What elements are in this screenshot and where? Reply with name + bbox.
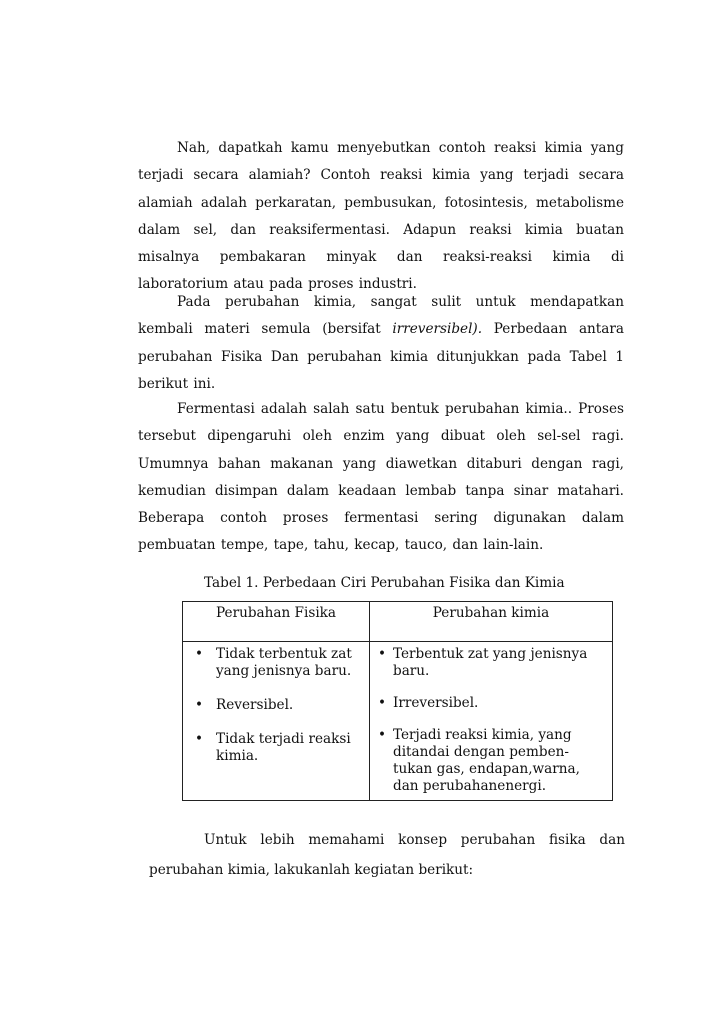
header-chemical: Perubahan kimia [370, 602, 613, 642]
bullet-icon: • [378, 646, 387, 662]
paragraph-text: Perbedaan antara perubahan Fisika Dan perubahan kimia ditunjukkan pada Tabel 1 berikut ini. [138, 321, 624, 392]
paragraph-activity-intro [149, 825, 625, 885]
list-item [183, 697, 369, 714]
paragraph-fermentation [138, 396, 624, 560]
list-item [183, 731, 369, 765]
list-item [183, 646, 369, 680]
bullet-icon: • [195, 731, 204, 747]
paragraph-text: Untuk lebih memahami konsep perubahan fisika dan perubahan kimia, lakukanlah kegiatan berikut: [149, 832, 625, 878]
list-item-text: Terjadi reaksi kimia, yang ditandai dengan pemben-tukan gas, endapan,warna, dan perubahanenergi. [393, 727, 580, 794]
italic-term: irreversibel). [392, 321, 483, 338]
chemical-cell [370, 642, 613, 801]
list-item-text: Irreversibel. [393, 695, 479, 711]
table-header-row [183, 602, 613, 642]
list-item-text: Tidak terbentuk zat yang jenisnya baru. [216, 646, 352, 679]
comparison-table [182, 601, 613, 801]
header-physical: Perubahan Fisika [183, 602, 370, 642]
table-row [183, 642, 613, 801]
table-caption: Tabel 1. Perbedaan Ciri Perubahan Fisika dan Kimia [204, 575, 565, 591]
paragraph-text: Nah, dapatkah kamu menyebutkan contoh reaksi kimia yang terjadi secara alamiah? Contoh reaksi kimia yang terjadi secara alamiah adalah perkaratan, pembusukan, fotosintesis, metabolisme dalam sel, dan reaksifermentasi. Adapun reaksi kimia buatan misalnya pembakaran minyak dan reaksi-reaksi kimia di laboratorium atau pada proses industri. [138, 140, 624, 293]
paragraph-natural-reactions [138, 135, 624, 299]
paragraph-text: Pada perubahan kimia, sangat sulit untuk mendapatkan kembali materi semula (bersifat [138, 294, 624, 338]
list-item-text: Terbentuk zat yang jenisnya baru. [393, 646, 588, 679]
physical-cell [183, 642, 370, 801]
paragraph-chemical-change [138, 289, 624, 398]
bullet-icon: • [378, 727, 387, 743]
list-item [370, 727, 612, 795]
bullet-icon: • [378, 695, 387, 711]
list-item [370, 646, 612, 680]
list-item [370, 695, 612, 712]
list-item-text: Reversibel. [216, 697, 294, 713]
bullet-icon: • [195, 646, 204, 662]
bullet-icon: • [195, 697, 204, 713]
list-item-text: Tidak terjadi reaksi kimia. [216, 731, 351, 764]
paragraph-text: Fermentasi adalah salah satu bentuk perubahan kimia.. Proses tersebut dipengaruhi oleh enzim yang dibuat oleh sel-sel ragi. Umumnya bahan makanan yang diawetkan ditaburi dengan ragi, kemudian disimpan dalam keadaan lembab tanpa sinar matahari. Beberapa contoh proses fermentasi sering digunakan dalam pembuatan tempe, tape, tahu, kecap, tauco, dan lain-lain. [138, 401, 624, 554]
